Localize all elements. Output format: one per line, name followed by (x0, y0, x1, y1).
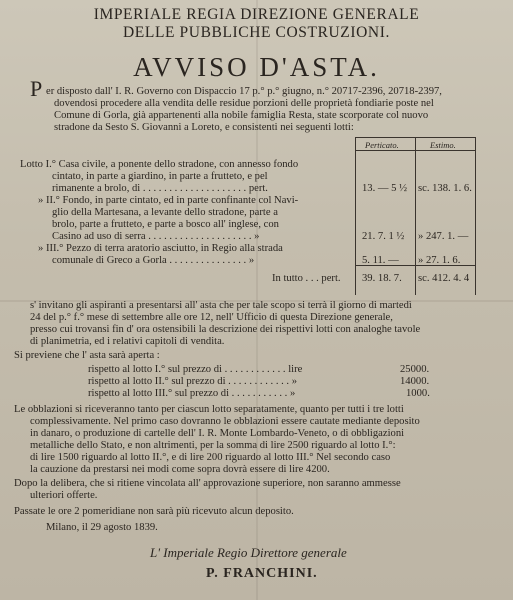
body-line: ulteriori offerte. (30, 490, 98, 501)
intro-line: stradone da Sesto S. Giovanni a Loreto, e consistenti nei seguenti lotti: (54, 122, 354, 133)
col-header-estimo: Estimo. (430, 140, 456, 150)
table-rule (475, 137, 476, 295)
body-line: metalliche dello Stato, e non altrimenti, per la somma di lire 2500 riguardo al lotto I.°: (30, 440, 396, 451)
lot-text: cintato, in parte a giardino, in parte a frutteto, e pel (52, 171, 268, 182)
lot-text: glio della Martesana, a levante dello stradone, parte a (52, 207, 278, 218)
signature-name: P. FRANCHINI. (206, 566, 318, 581)
body-line: Si previene che l' asta sarà aperta : (14, 350, 160, 361)
intro-line: Comune di Gorla, già appartenenti alla nobile famiglia Resta, state scorporate col nuovo (54, 110, 429, 121)
col-header-perticato: Perticato. (365, 140, 399, 150)
lot-text: Lotto I.° Casa civile, a ponente dello stradone, con annesso fondo (20, 159, 299, 170)
total-estimo: sc. 412. 4. 4 (418, 273, 470, 284)
table-rule (355, 137, 356, 295)
header-line-2: DELLE PUBBLICHE COSTRUZIONI. (123, 24, 390, 41)
price-label: rispetto al lotto III.° sul prezzo di . . . . . . . . . . . » (88, 388, 296, 399)
price-amount: 25000. (400, 364, 430, 375)
notice-title: AVVISO D'ASTA. (133, 52, 380, 82)
header-line-1: IMPERIALE REGIA DIREZIONE GENERALE (93, 6, 420, 23)
body-line: di lire 1500 riguardo al lotto II.°, e di lire 200 riguardo al lotto III.° Nel secondo caso (30, 452, 391, 463)
lot-estimo: sc. 138. 1. 6. (418, 183, 472, 194)
lot-perticato: 5. 11. — (362, 255, 399, 266)
lot-text: » III.° Pezzo di terra aratorio asciutto, in Regio alla strada (38, 243, 283, 254)
total-perticato: 39. 18. 7. (362, 273, 402, 284)
total-label: In tutto . . . pert. (272, 273, 341, 284)
body-line: Le obblazioni si riceveranno tanto per ciascun lotto separatamente, quanto per tutti i tre lotti (14, 404, 404, 415)
intro-dropcap: P (30, 76, 43, 101)
body-line: presso cui trovansi fin d' ora ostensibili la descrizione dei rispettivi lotti con analoghe tavole (30, 324, 421, 335)
lot-estimo: » 247. 1. — (418, 231, 469, 242)
body-line: s' invitano gli aspiranti a presentarsi all' asta che per tale scopo si terrà il giorno di martedì (30, 300, 412, 311)
body-line: Dopo la delibera, che si ritiene vincolata all' approvazione superiore, non saranno ammesse (14, 478, 401, 489)
lot-perticato: 13. — 5 ½ (362, 183, 408, 194)
lot-perticato: 21. 7. 1 ½ (362, 231, 405, 242)
notice-date: Milano, il 29 agosto 1839. (46, 522, 158, 533)
price-amount: 14000. (400, 376, 430, 387)
body-line: di planimetria, ed i relativi capitoli di vendita. (30, 336, 225, 347)
lot-estimo: » 27. 1. 6. (418, 255, 461, 266)
body-line: complessivamente. Nel primo caso dovranno le obblazioni essere cautate mediante deposito (30, 416, 420, 427)
table-rule (415, 137, 416, 295)
body-line: Passate le ore 2 pomeridiane non sarà più ricevuto alcun deposito. (14, 506, 294, 517)
lot-text: rimanente a brolo, di . . . . . . . . . . . . . . . . . . . . pert. (52, 183, 268, 194)
body-line: in danaro, o produzione di cartelle dell' I. R. Monte Lombardo-Veneto, o di obbligazioni (30, 428, 405, 439)
price-label: rispetto al lotto II.° sul prezzo di . . . . . . . . . . . . » (88, 376, 298, 387)
lot-text: comunale di Greco a Gorla . . . . . . . . . . . . . . . » (52, 255, 255, 266)
lot-text: » II.° Fondo, in parte cintato, ed in parte confinante col Navi- (38, 195, 299, 206)
lot-text: brolo, parte a frutteto, e parte a bosco all' inglese, con (52, 219, 279, 230)
signature-title: L' Imperiale Regio Direttore generale (150, 545, 347, 560)
intro-line: er disposto dall' I. R. Governo con Dispaccio 17 p.° p.° giugno, n.° 20717-2396, 20718-2397, (46, 86, 442, 97)
price-label: rispetto al lotto I.° sul prezzo di . . . . . . . . . . . . lire (88, 364, 303, 375)
price-amount: 1000. (406, 388, 430, 399)
intro-line: dovendosi procedere alla vendita delle residue porzioni delle proprietà fondiarie poste nel (54, 98, 434, 109)
body-line: la cauzione da prestarsi nei modi come sopra dovrà essere di lire 4200. (30, 464, 330, 475)
lot-text: Casino ad uso di serra . . . . . . . . . . . . . . . . . . . . » (52, 231, 260, 242)
body-line: 24 del p.° f.° mese di settembre alle ore 12, nell' Ufficio di questa Direzione generale, (30, 312, 393, 323)
